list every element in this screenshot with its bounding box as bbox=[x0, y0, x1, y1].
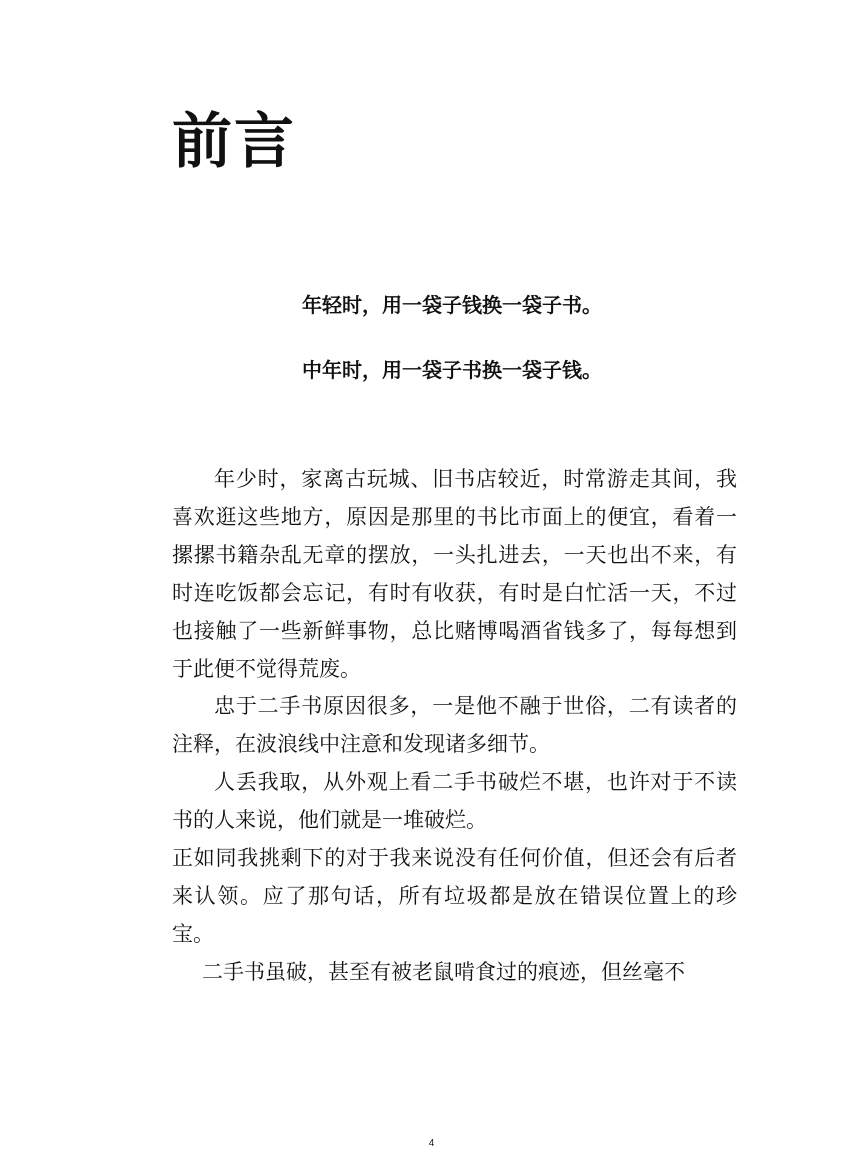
epigraph-line-2: 中年时，用一袋子书换一袋子钱。 bbox=[302, 358, 602, 382]
paragraph-4: 正如同我挑剩下的对于我来说没有任何价值，但还会有后者来认领。应了那句话，所有垃圾都是放在错误位置上的珍宝。 bbox=[172, 846, 737, 946]
paragraph-3: 人丢我取，从外观上看二手书破烂不堪，也许对于不读书的人来说，他们就是一堆破烂。 bbox=[172, 770, 737, 833]
paragraph-5: 二手书虽破，甚至有被老鼠啃食过的痕迹，但丝毫不 bbox=[202, 959, 685, 984]
page-title: 前言 bbox=[172, 107, 296, 177]
paragraph-2: 忠于二手书原因很多，一是他不融于世俗，二有读者的注释，在波浪线中注意和发现诸多细节。 bbox=[172, 694, 737, 757]
page-number: 4 bbox=[428, 1138, 435, 1149]
paragraph-1: 年少时，家离古玩城、旧书店较近，时常游走其间，我喜欢逛这些地方，原因是那里的书比市面上的便宜，看着一摞摞书籍杂乱无章的摆放，一头扎进去，一天也出不来，有时连吃饭都会忘记，有时有收获，有时是白忙活一天，不过也接触了一些新鲜事物，总比赌博喝酒省钱多了，每每想到于此便不觉得荒废。 bbox=[172, 467, 737, 681]
epigraph-line-1: 年轻时，用一袋子钱换一袋子书。 bbox=[302, 293, 602, 317]
body-text bbox=[172, 461, 737, 992]
